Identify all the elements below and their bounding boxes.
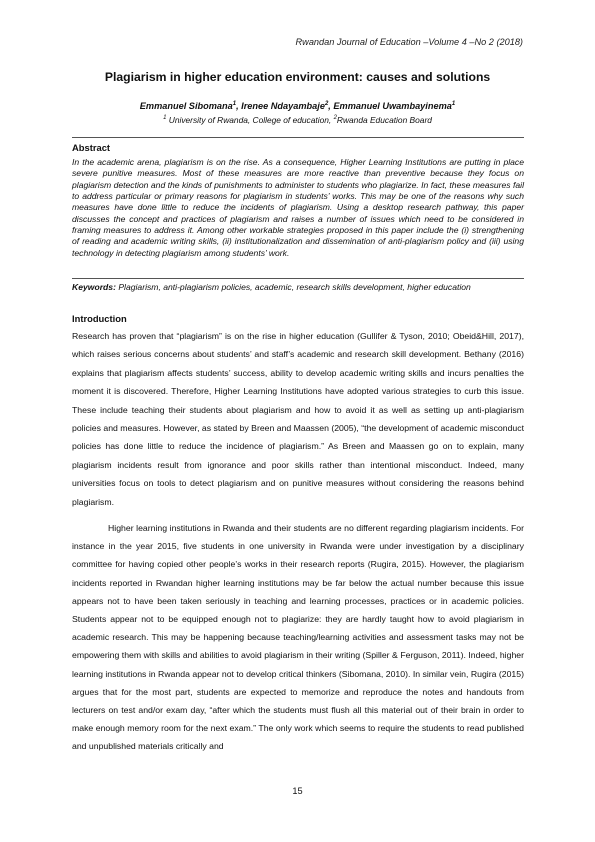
- author-line: Emmanuel Sibomana$^1$, Irenee Ndayambaje$^2$, Emmanuel Uwambayinema$^1$: [139, 100, 456, 111]
- affiliation-line: [0, 115, 595, 125]
- author-affil-mark: 1: [451, 100, 456, 107]
- affil-mark: 1: [163, 115, 167, 122]
- abstract-heading: Abstract: [72, 142, 111, 153]
- paper-title: Plagiarism in higher education environment: causes and solutions: [104, 70, 491, 84]
- section-heading: Introduction: [72, 313, 127, 324]
- affiliation-text: University of Rwanda, College of education,: [168, 115, 334, 125]
- author-name: Emmanuel Uwambayinema: [333, 101, 452, 111]
- page-number: 15: [292, 786, 303, 796]
- body-paragraph: Research has proven that “plagiarism” is on the rise in higher education (Gullifer & Tyson, 2010; Obeid&Hill, 2017), which raises serious concerns about students’ and staff’s academic and research skill development. Bethany (2016) explains that plagiarism affects students’ success, ability to develop academic writing skills and incurs penalties the moment it is discovered. Therefore, Higher Learning Institutions have adopted various strategies to curb this issue. These include teaching their students about plagiarism and how to avoid it as well as setting up anti-plagiarism policies and measures. However, as stated by Breen and Maassen (2005), “the development of academic misconduct policies has done little to reduce the incidence of plagiarism.” As Breen and Maassen go on to explain, many plagiarism incidents result from ignorance and poor skills rather than intentional misconduct. Indeed, many universities focus on tools to detect plagiarism and on punitive measures without considering the reasons behind plagiarism.: [72, 331, 524, 507]
- body-paragraph: Higher learning institutions in Rwanda and their students are no different regarding plagiarism incidents. For instance in the year 2015, five students in one university in Rwanda were under investigation by a disciplinary committee for having copied other people’s works in their research reports (Rugira, 2015). However, the plagiarism incidents reported in Rwandan higher learning institutions may be far below the actual number because this issue appears not to have been taken seriously in teaching and learning processes, practices or in academic policies. Students appear not to be equipped enough not to plagiarize: they are hardly taught how to avoid plagiarism in academic research. This may be happening because teaching/learning activities and assessment tasks may not be empowering them with skills and abilities to avoid plagiarism in their writing (Spiller & Ferguson, 2011). Indeed, higher learning institutions in Rwanda appear not to develop critical thinkers (Sibomana, 2010). In similar vein, Rugira (2015) argues that for the most part, students are expected to memorize and reproduce the notes and handouts from lecturers on test and/or exam day, “after which the students must flush all this material out of their brain in order to make enough memory room for the next exam.” The only work which seems to require the students to read published and unpublished materials critically and: [72, 523, 524, 752]
- keywords-label: Keywords:: [72, 282, 116, 292]
- abstract-bottom-rule: [72, 278, 524, 279]
- abstract-text: In the academic arena, plagiarism is on the rise. As a consequence, Higher Learning Institutions are putting in place severe punitive measures. Most of these measures are more reactive than preventive because they focus on plagiarism detection and the kinds of punishments to administer to students who plagiarize. In fact, these measures fail to address particular or primary reasons for plagiarism in students’ works. This may be one of the reasons why such measures have done little to reduce the incidents of plagiarism. Using a desktop research pathway, this paper discusses the concept and practices of plagiarism and raises a number of issues which need to be considered in framing measures to address it. Among other workable strategies proposed in this paper include the (i) strengthening of reading and academic writing skills, (ii) institutionalization and dissemination of anti-plagiarism policy and (iii) using technology in detecting plagiarism among students’ work.: [72, 157, 524, 258]
- abstract-top-rule: [72, 137, 524, 138]
- keywords-line: [72, 282, 524, 292]
- journal-header: Rwandan Journal of Education –Volume 4 –No 2 (2018): [295, 37, 523, 47]
- keywords-text: Plagiarism, anti-plagiarism policies, academic, research skills development, higher education: [115, 282, 471, 292]
- author-name: Irenee Ndayambaje: [241, 101, 325, 111]
- affiliation-text: Rwanda Education Board: [336, 115, 432, 125]
- author-affil-mark: 1: [232, 100, 237, 107]
- author-affil-mark: 2: [324, 100, 329, 107]
- affil-mark: 2: [333, 115, 337, 122]
- author-name: Emmanuel Sibomana: [139, 101, 233, 111]
